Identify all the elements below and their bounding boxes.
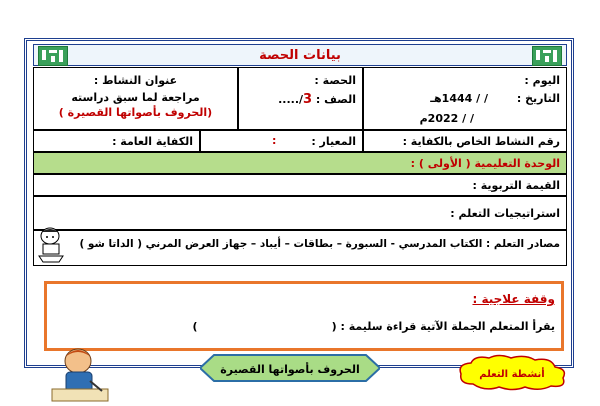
activity-number-cell (363, 130, 567, 152)
activity-title: مراجعة لما سبق دراسته (71, 91, 200, 104)
criterion-cell (200, 130, 363, 152)
activity-cell (33, 67, 238, 130)
general-competency-label: الكفاية العامة : (112, 135, 193, 148)
header-title: بيانات الحصة (259, 48, 341, 63)
lesson-class-cell (238, 67, 363, 130)
learning-activities-cloud (455, 354, 570, 392)
header-bar (33, 44, 567, 66)
day-date-cell (363, 67, 567, 130)
value-text: القيمة التربوية : (472, 179, 560, 192)
topic-banner-text: الحروف بأصواتها القصيرة (220, 363, 360, 376)
writing-boy-icon (44, 345, 116, 406)
remedial-text: يقرأ المتعلم الجملة الآتية قراءة سليمة : ( ) (192, 320, 555, 333)
activity-label: عنوان النشاط : (93, 74, 178, 87)
activity-subtitle: (الحروف بأصواتها القصيرة ) (58, 106, 213, 119)
remedial-title: وقفة علاجية : (472, 292, 555, 306)
class-number: 3 (303, 92, 313, 107)
unit-row (33, 152, 567, 174)
general-competency-cell (33, 130, 200, 152)
strategies-row (33, 196, 567, 230)
lesson-label: الحصة : (314, 74, 356, 87)
strategies-text: استراتيجيات التعلم : (450, 207, 560, 220)
class-label: الصف : (315, 93, 356, 106)
criterion-marker: : (272, 134, 277, 147)
activity-number-label: رقم النشاط الخاص بالكفاية : (402, 135, 560, 148)
student-cartoon-icon (35, 226, 69, 264)
remedial-box (44, 281, 564, 351)
resources-text: مصادر التعلم : الكتاب المدرسي - السبورة – بطاقات – أيباد – جهاز العرض المرني ( الداتا شو ) (79, 238, 560, 250)
resources-row (33, 230, 567, 266)
topic-banner (200, 353, 380, 383)
date-label: التاريخ : (516, 92, 560, 105)
value-row (33, 174, 567, 196)
cloud-text: أنشطة التعلم (479, 369, 545, 380)
day-label: اليوم : (524, 74, 560, 87)
date-hijri: / / 1444هـ (430, 92, 488, 105)
unit-text: الوحدة التعليمية ( الأولى ) : (410, 157, 560, 170)
date-gregorian: / / 2022م (419, 112, 474, 125)
class-suffix: /..... (278, 93, 304, 106)
criterion-label: المعيار : (311, 135, 356, 148)
